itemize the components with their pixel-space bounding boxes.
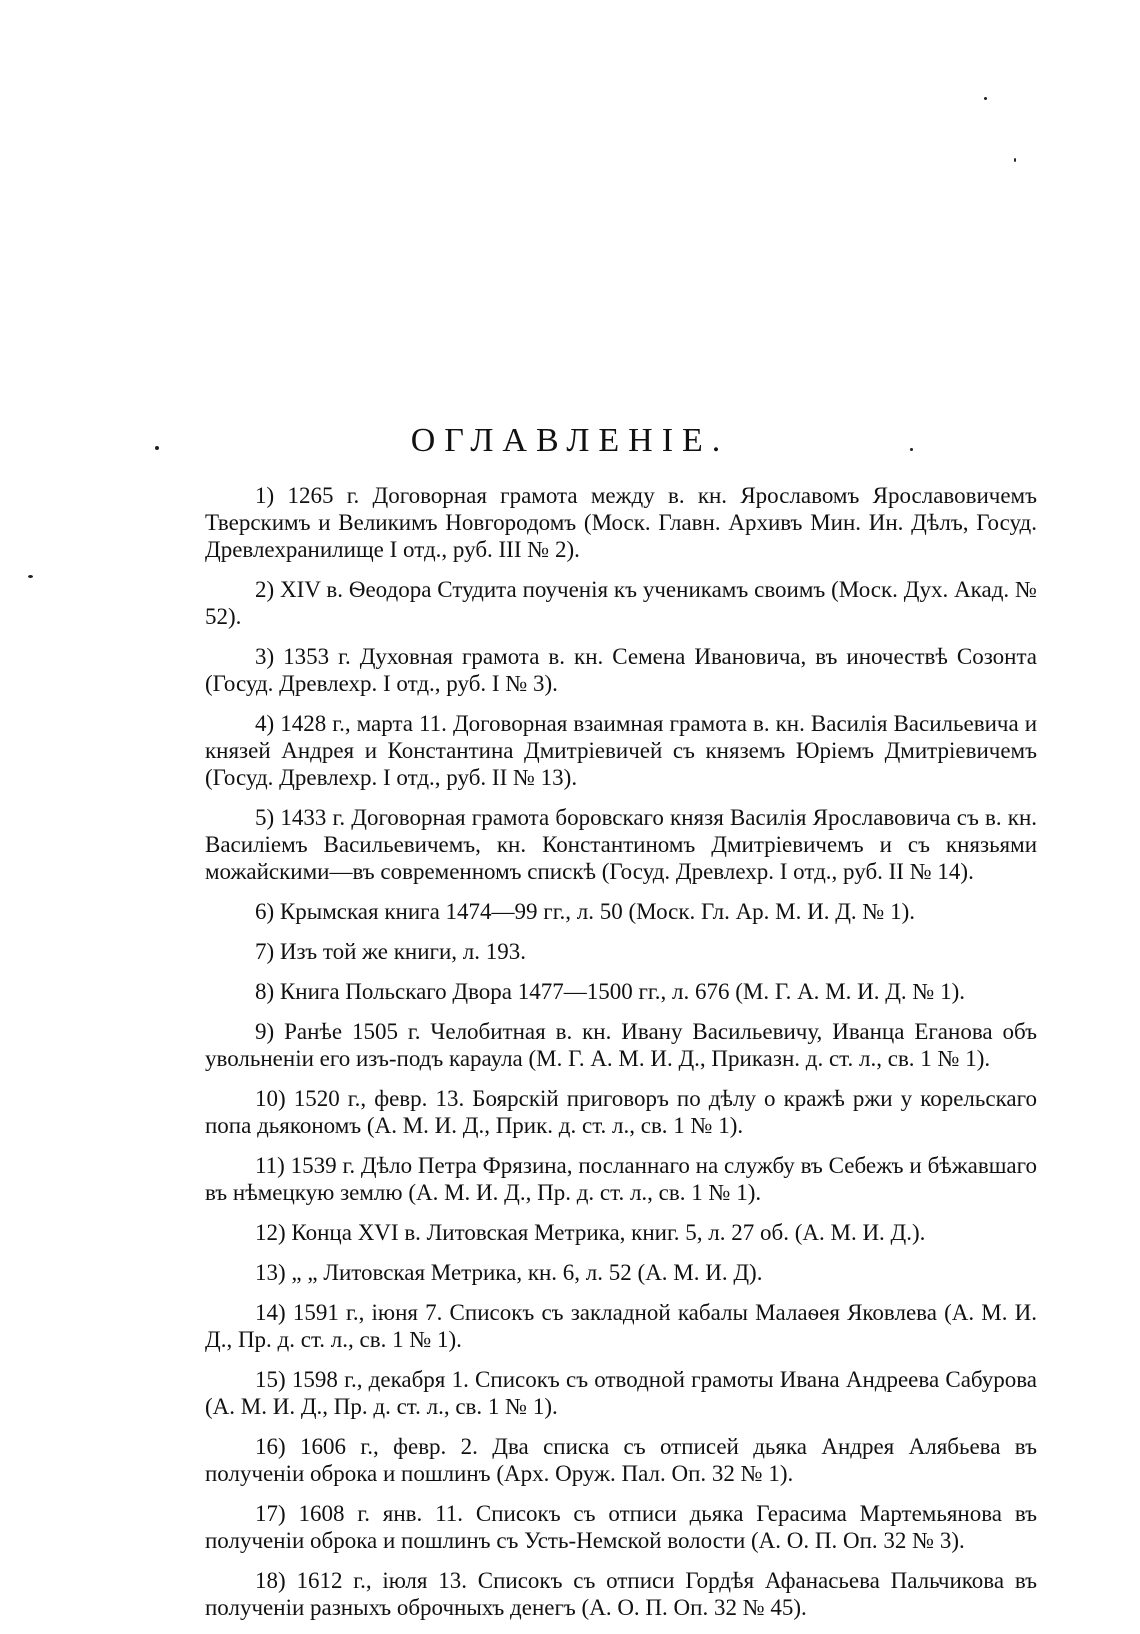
toc-entry bbox=[205, 1152, 1037, 1206]
entry-text: 1598 г., декабря 1. Списокъ съ отводной грамоты Ивана Андреева Сабурова (А. М. И. Д., Пр. д. ст. л., св. 1 № 1). bbox=[205, 1367, 1037, 1419]
entry-text: 1433 г. Договорная грамота боровскаго князя Василія Ярославовича съ в. кн. Василіемъ Васильевичемъ, кн. Константиномъ Дмитріевичемъ и съ князьями можайскими—въ современномъ спискѣ (Госуд. Древлехр. I отд., руб. II № 14). bbox=[205, 805, 1038, 884]
entry-number: 9) bbox=[255, 1019, 275, 1044]
entry-text: 1608 г. янв. 11. Списокъ съ отписи дьяка Герасима Мартемьянова въ полученіи оброка и пошлинъ съ Усть-Немской волости (А. О. П. Оп. 32 № 3). bbox=[205, 1501, 1037, 1553]
scan-speck bbox=[984, 97, 987, 100]
entry-number: 15) bbox=[255, 1367, 286, 1392]
toc-entry bbox=[205, 1366, 1037, 1420]
entry-text: 1265 г. Договорная грамота между в. кн. Ярославомъ Ярославовичемъ Тверскимъ и Великимъ Новгородомъ (Моск. Главн. Архивъ Мин. Ин. Дѣлъ, Госуд. Древлехранилище I отд., руб. III № 2). bbox=[205, 483, 1038, 562]
entry-number: 6) bbox=[255, 899, 275, 924]
entry-text: XIV в. Ѳеодора Студита поученія къ ученикамъ своимъ (Моск. Дух. Акад. № 52). bbox=[205, 577, 1037, 629]
entry-number: 10) bbox=[255, 1086, 286, 1111]
entry-text: Конца XVI в. Литовская Метрика, книг. 5, л. 27 об. (А. М. И. Д.). bbox=[291, 1220, 926, 1245]
entry-number: 1) bbox=[255, 483, 275, 508]
entry-number: 2) bbox=[255, 577, 275, 602]
entry-number: 18) bbox=[255, 1568, 286, 1593]
entry-number: 13) bbox=[255, 1260, 286, 1285]
entry-text: 1520 г., февр. 13. Боярскій приговоръ по дѣлу о кражѣ ржи у корельскаго попа дьякономъ (А. М. И. Д., Прик. д. ст. л., св. 1 № 1). bbox=[205, 1086, 1037, 1138]
entry-text: „ „ Литовская Метрика, кн. 6, л. 52 (А. М. И. Д). bbox=[291, 1260, 763, 1285]
entry-text: 1428 г., марта 11. Договорная взаимная грамота в. кн. Василія Васильевича и князей Андрея и Константина Дмитріевичей съ княземъ Юріемъ Дмитріевичемъ (Госуд. Древлехр. I отд., руб. II № 13). bbox=[205, 711, 1038, 790]
entry-number: 16) bbox=[255, 1434, 286, 1459]
entry-number: 11) bbox=[255, 1153, 285, 1178]
toc-entry bbox=[205, 710, 1037, 791]
entry-number: 3) bbox=[255, 644, 275, 669]
toc-entry bbox=[205, 482, 1037, 563]
entry-text: Ранѣе 1505 г. Челобитная в. кн. Ивану Васильевичу, Иванца Еганова объ увольненіи его изъ-подъ караула (М. Г. А. М. И. Д., Приказн. д. ст. л., св. 1 № 1). bbox=[205, 1019, 1038, 1071]
entry-text: Крымская книга 1474—99 гг., л. 50 (Моск. Гл. Ар. М. И. Д. № 1). bbox=[279, 899, 916, 924]
scan-speck bbox=[1014, 158, 1016, 162]
toc-entry bbox=[205, 978, 1037, 1005]
toc-entry bbox=[205, 1219, 1037, 1246]
entry-number: 17) bbox=[255, 1501, 286, 1526]
toc-entry bbox=[205, 938, 1037, 965]
toc-entry bbox=[205, 1567, 1037, 1621]
toc-entry bbox=[205, 1299, 1037, 1353]
toc-entry bbox=[205, 576, 1037, 630]
toc-entry bbox=[205, 898, 1037, 925]
entry-number: 4) bbox=[255, 711, 275, 736]
entry-number: 8) bbox=[255, 979, 275, 1004]
toc-entry bbox=[205, 1433, 1037, 1487]
entry-text: Изъ той же книги, л. 193. bbox=[279, 939, 526, 964]
toc-entry bbox=[205, 643, 1037, 697]
table-of-contents bbox=[205, 482, 1037, 1634]
entry-number: 7) bbox=[255, 939, 275, 964]
toc-entry bbox=[205, 1500, 1037, 1554]
entry-text: 1606 г., февр. 2. Два списка съ отписей дьяка Андрея Алябьева въ полученіи оброка и пошлинъ (Арх. Оруж. Пал. Оп. 32 № 1). bbox=[205, 1434, 1037, 1486]
toc-entry bbox=[205, 1085, 1037, 1139]
entry-text: 1612 г., іюля 13. Списокъ съ отписи Гордѣя Афанасьева Пальчикова въ полученіи разныхъ оброчныхъ денегъ (А. О. П. Оп. 32 № 45). bbox=[205, 1568, 1038, 1620]
entry-text: 1591 г., іюня 7. Списокъ съ закладной кабалы Малаѳея Яковлева (А. М. И. Д., Пр. д. ст. л., св. 1 № 1). bbox=[205, 1300, 1037, 1352]
scan-speck bbox=[28, 575, 33, 578]
entry-text: 1353 г. Духовная грамота в. кн. Семена Ивановича, въ иночествѣ Созонта (Госуд. Древлехр. I отд., руб. I № 3). bbox=[205, 644, 1037, 696]
entry-number: 12) bbox=[255, 1220, 286, 1245]
entry-text: 1539 г. Дѣло Петра Фрязина, посланнаго на службу въ Себежъ и бѣжавшаго въ нѣмецкую землю (А. М. И. Д., Пр. д. ст. л., св. 1 № 1). bbox=[205, 1153, 1037, 1205]
entry-number: 5) bbox=[255, 805, 275, 830]
page-title: ОГЛАВЛЕНІЕ. bbox=[410, 422, 730, 459]
toc-entry bbox=[205, 1259, 1037, 1286]
toc-entry bbox=[205, 804, 1037, 885]
entry-number: 14) bbox=[255, 1300, 286, 1325]
toc-entry bbox=[205, 1018, 1037, 1072]
entry-text: Книга Польскаго Двора 1477—1500 гг., л. 676 (М. Г. А. М. И. Д. № 1). bbox=[279, 979, 966, 1004]
